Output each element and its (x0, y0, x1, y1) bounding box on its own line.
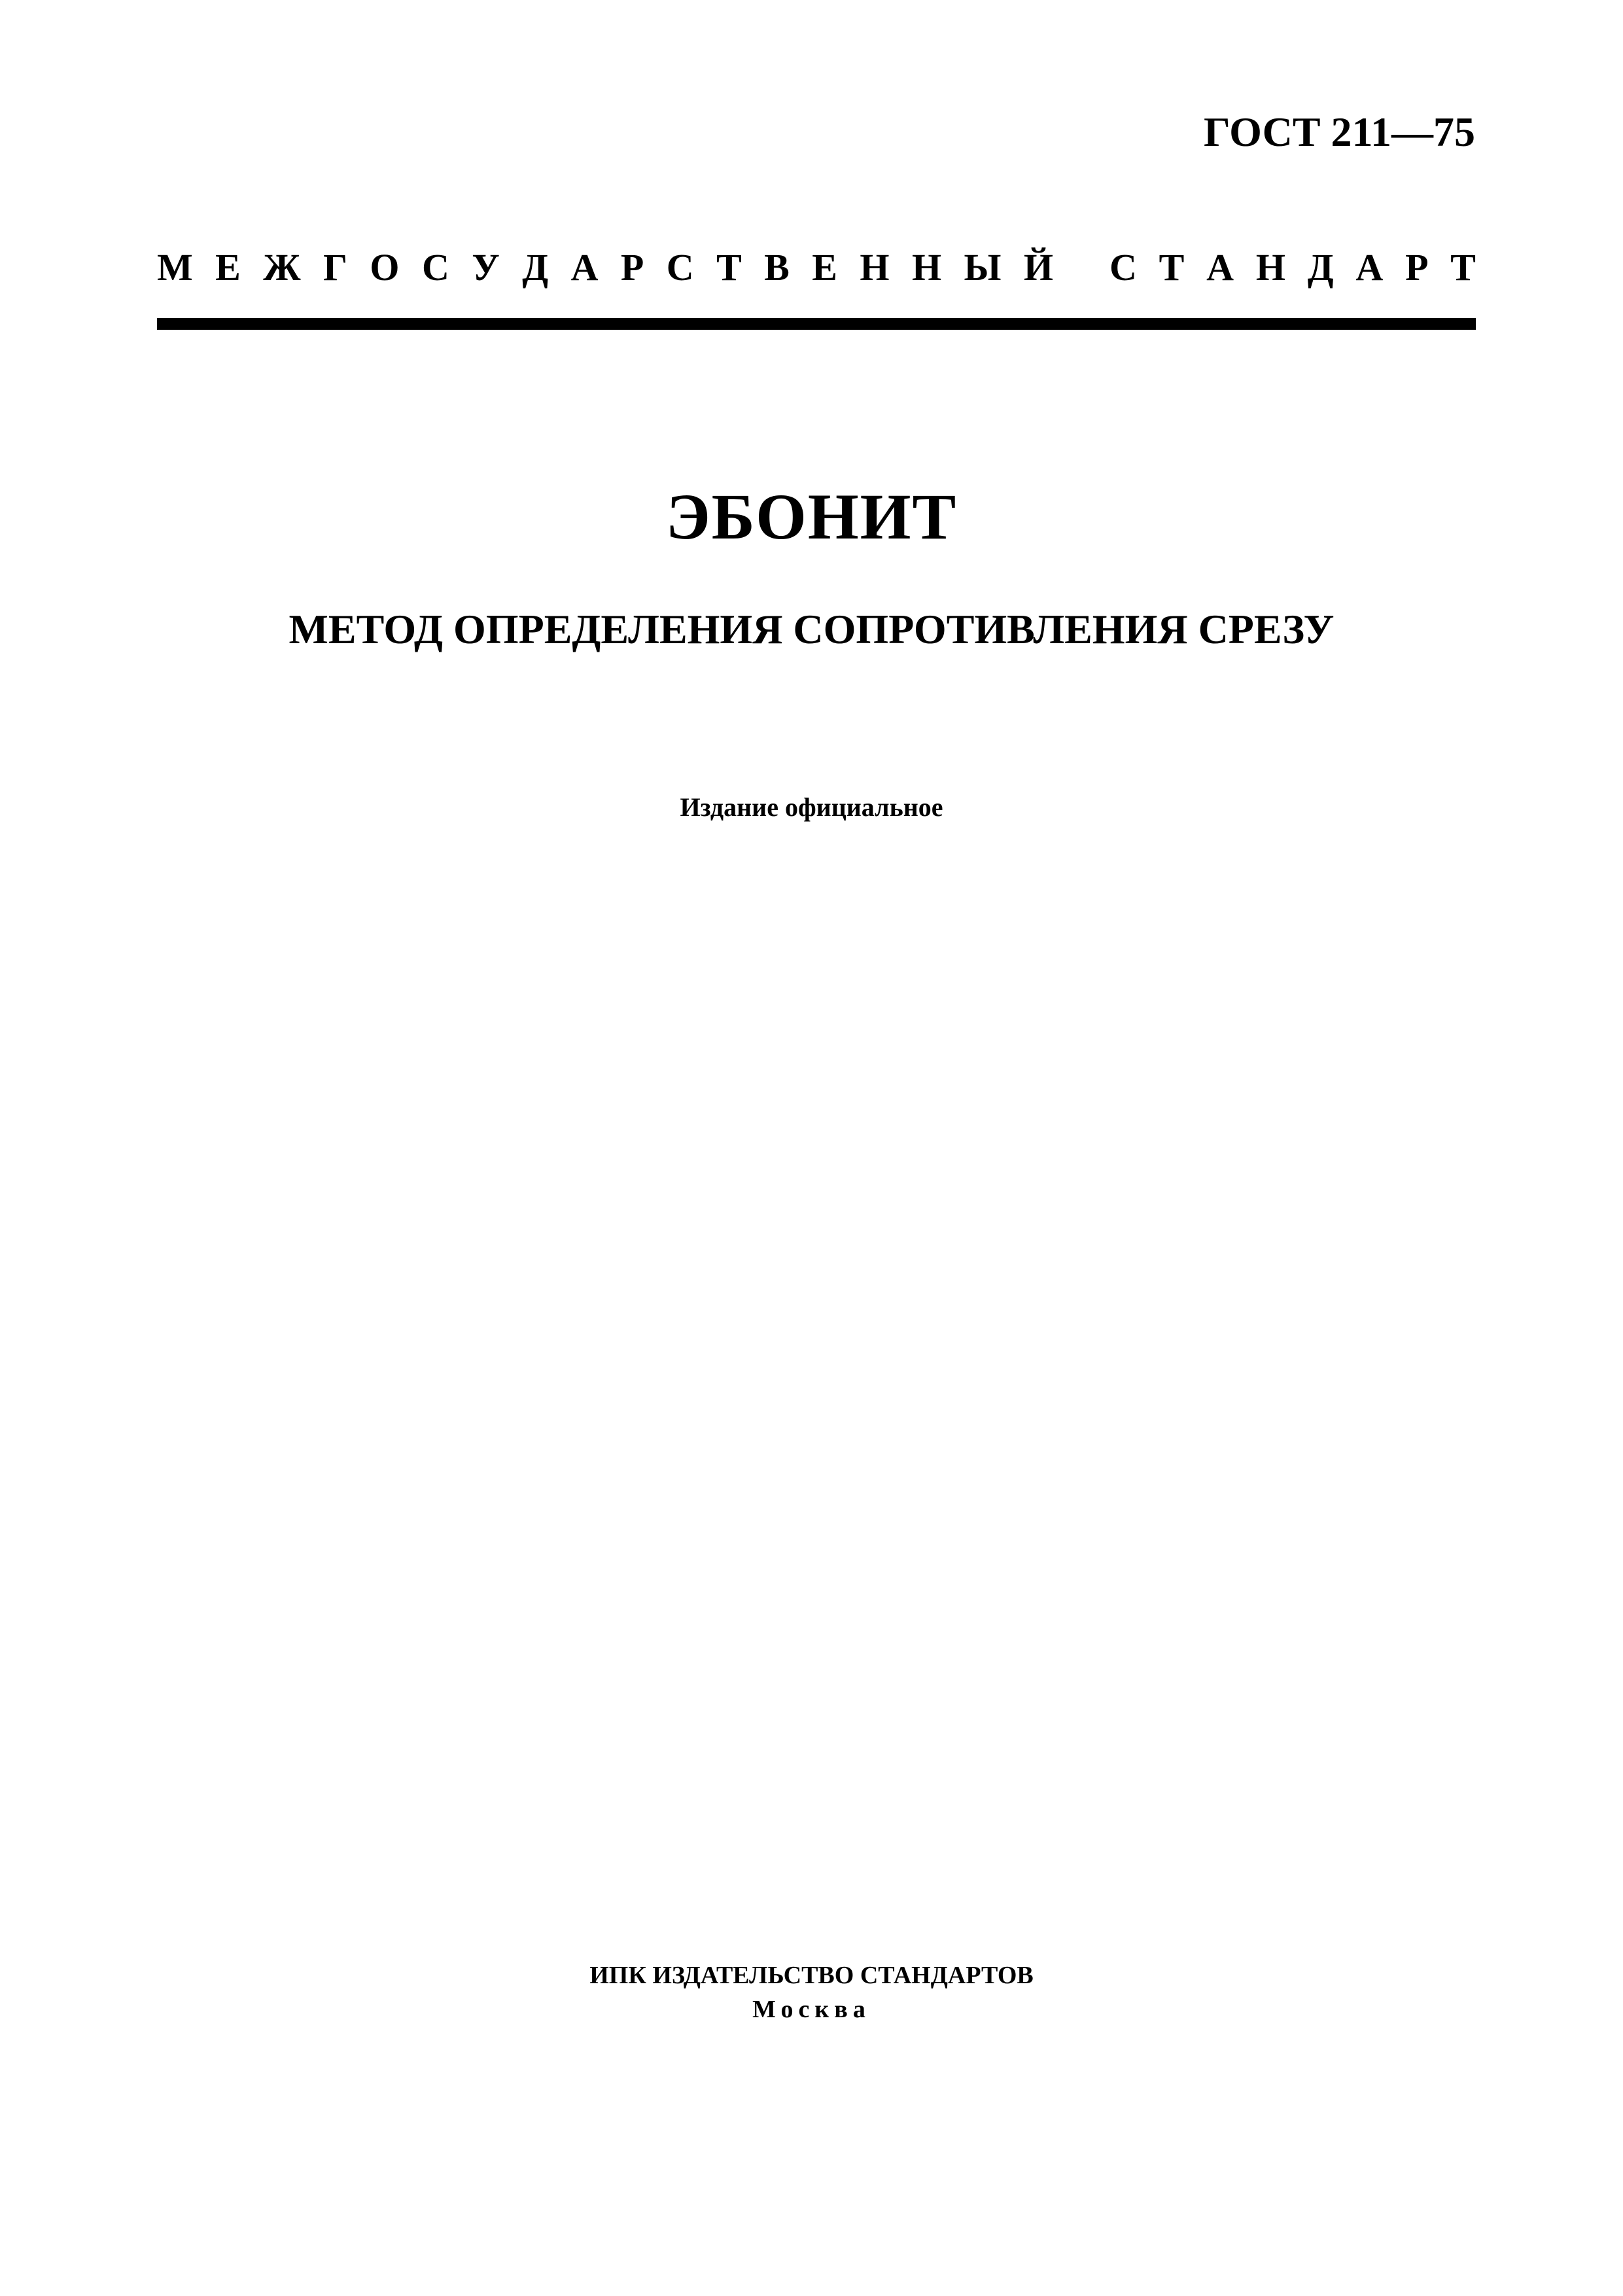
standard-type-word-standard (1109, 246, 1476, 289)
spaced-letter: Д (522, 246, 549, 289)
spaced-letter: А (570, 246, 599, 289)
spaced-letter: М (157, 246, 193, 289)
publisher-block (0, 1963, 1623, 2022)
spaced-letter: А (1355, 246, 1384, 289)
standard-type-line (157, 246, 1476, 289)
spaced-letter: Ж (263, 246, 301, 289)
header-band (157, 246, 1476, 330)
header-rule (157, 318, 1476, 330)
spaced-letter: О (370, 246, 400, 289)
spaced-letter: С (421, 246, 449, 289)
spaced-letter: Т (1159, 246, 1185, 289)
standard-number: ГОСТ 211—75 (1203, 109, 1475, 155)
publisher-city: Москва (752, 1996, 871, 2023)
spaced-letter: Р (1405, 246, 1429, 289)
spaced-letter: Р (620, 246, 644, 289)
spaced-letter: С (1109, 246, 1137, 289)
spaced-letter: С (666, 246, 694, 289)
publisher-name: ИПК ИЗДАТЕЛЬСТВО СТАНДАРТОВ (589, 1962, 1034, 1989)
edition-note: Издание официальное (680, 792, 943, 822)
standard-type-word-interstate (157, 246, 1053, 289)
spaced-letter: Й (1023, 246, 1053, 289)
spaced-letter: В (764, 246, 790, 289)
spaced-letter: Е (812, 246, 837, 289)
spaced-letter: Д (1307, 246, 1334, 289)
spaced-letter: Н (1255, 246, 1285, 289)
document-subtitle: МЕТОД ОПРЕДЕЛЕНИЯ СОПРОТИВЛЕНИЯ СРЕЗУ (288, 606, 1335, 652)
spaced-letter: У (472, 246, 500, 289)
document-title: ЭБОНИТ (665, 480, 958, 553)
spaced-letter: А (1206, 246, 1234, 289)
spaced-letter: Ы (964, 246, 1002, 289)
spaced-letter: Н (860, 246, 890, 289)
spaced-letter: Т (716, 246, 742, 289)
spaced-letter: Н (911, 246, 942, 289)
spaced-letter: Г (323, 246, 347, 289)
title-block (0, 480, 1623, 822)
spaced-letter: Т (1450, 246, 1476, 289)
spaced-letter: Е (215, 246, 241, 289)
